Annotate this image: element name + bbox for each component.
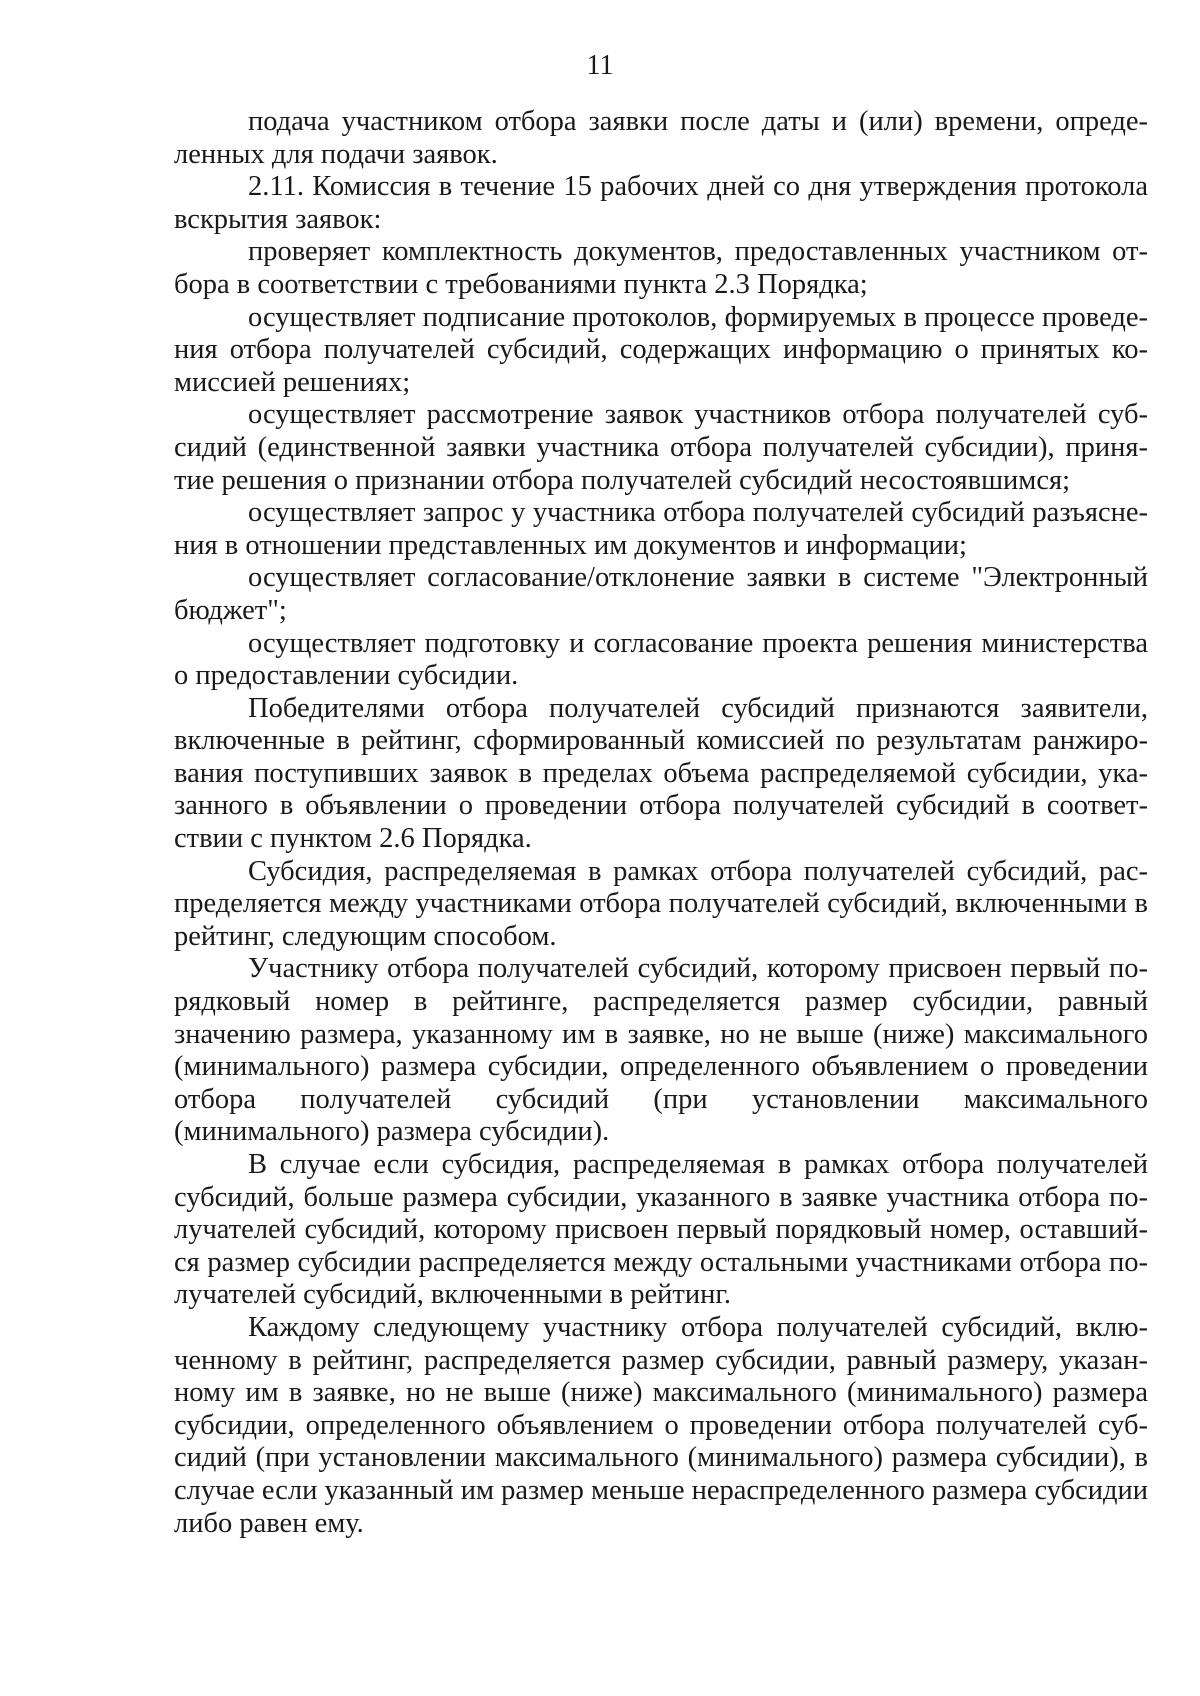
paragraph-section-2-11: 2.11. Комиссия в течение 15 рабочих дней со дня утверждения протокола вскрытия заявок: (174, 171, 1148, 235)
paragraph-winners: Победителями отбора получателей субсидий признаются заявители, включенные в рейтинг, сформированный комиссией по результатам ранжирования поступивших заявок в пределах объема распределяемой субсидии, указанного в объявлении о проведении отбора получателей субсидий в соответствии с пунктом 2.6 Порядка. (174, 692, 1148, 855)
page-number: 11 (586, 50, 614, 81)
paragraph-protocol-signing: осуществляет подписание протоколов, формируемых в процессе проведения отбора получателей субсидий, содержащих информацию о принятых комиссией решениях; (174, 301, 1148, 398)
paragraph-next-participant: Каждому следующему участнику отбора получателей субсидий, включенному в рейтинг, распределяется размер субсидии, равный размеру, указанному им в заявке, но не выше (ниже) максимального (минимального) размера субсидии, определенного объявлением о проведении отбора получателей субсидий (при установлении максимального (минимального) размера субсидии), в случае если указанный им размер меньше нераспределенного размера субсидии либо равен ему. (174, 1311, 1148, 1539)
paragraph-remaining-distribution: В случае если субсидия, распределяемая в рамках отбора получателей субсидий, больше размера субсидии, указанного в заявке участника отбора получателей субсидий, которому присвоен первый порядковый номер, оставшийся размер субсидии распределяется между остальными участниками отбора получателей субсидий, включенными в рейтинг. (174, 1149, 1148, 1311)
paragraph-late-submission: подача участником отбора заявки после даты и (или) времени, определенных для подачи заявок. (174, 106, 1148, 170)
paragraph-completeness-check: проверяет комплектность документов, предоставленных участником отбора в соответствии с требованиями пункта 2.3 Порядка; (174, 236, 1148, 300)
paragraph-distribution-method: Субсидия, распределяемая в рамках отбора получателей субсидий, распределяется между участниками отбора получателей субсидий, включенными в рейтинг, следующим способом. (174, 855, 1148, 952)
paragraph-electronic-budget: осуществляет согласование/отклонение заявки в системе "Электронный бюджет"; (174, 562, 1148, 626)
paragraph-clarification-request: осуществляет запрос у участника отбора получателей субсидий разъяснения в отношении представленных им документов и информации; (174, 497, 1148, 561)
paragraph-application-review: осуществляет рассмотрение заявок участников отбора получателей субсидий (единственной заявки участника отбора получателей субсидии), принятие решения о признании отбора получателей субсидий несостоявшимся; (174, 399, 1148, 496)
document-body (174, 106, 1148, 1540)
paragraph-ministry-decision: осуществляет подготовку и согласование проекта решения министерства о предоставлении субсидии. (174, 627, 1148, 692)
paragraph-first-participant: Участнику отбора получателей субсидий, которому присвоен первый порядковый номер в рейтинге, распределяется размер субсидии, равный значению размера, указанному им в заявке, но не выше (ниже) максимального (минимального) размера субсидии, определенного объявлением о проведении отбора получателей субсидий (при установлении максимального (минимального) размера субсидии). (174, 953, 1148, 1148)
